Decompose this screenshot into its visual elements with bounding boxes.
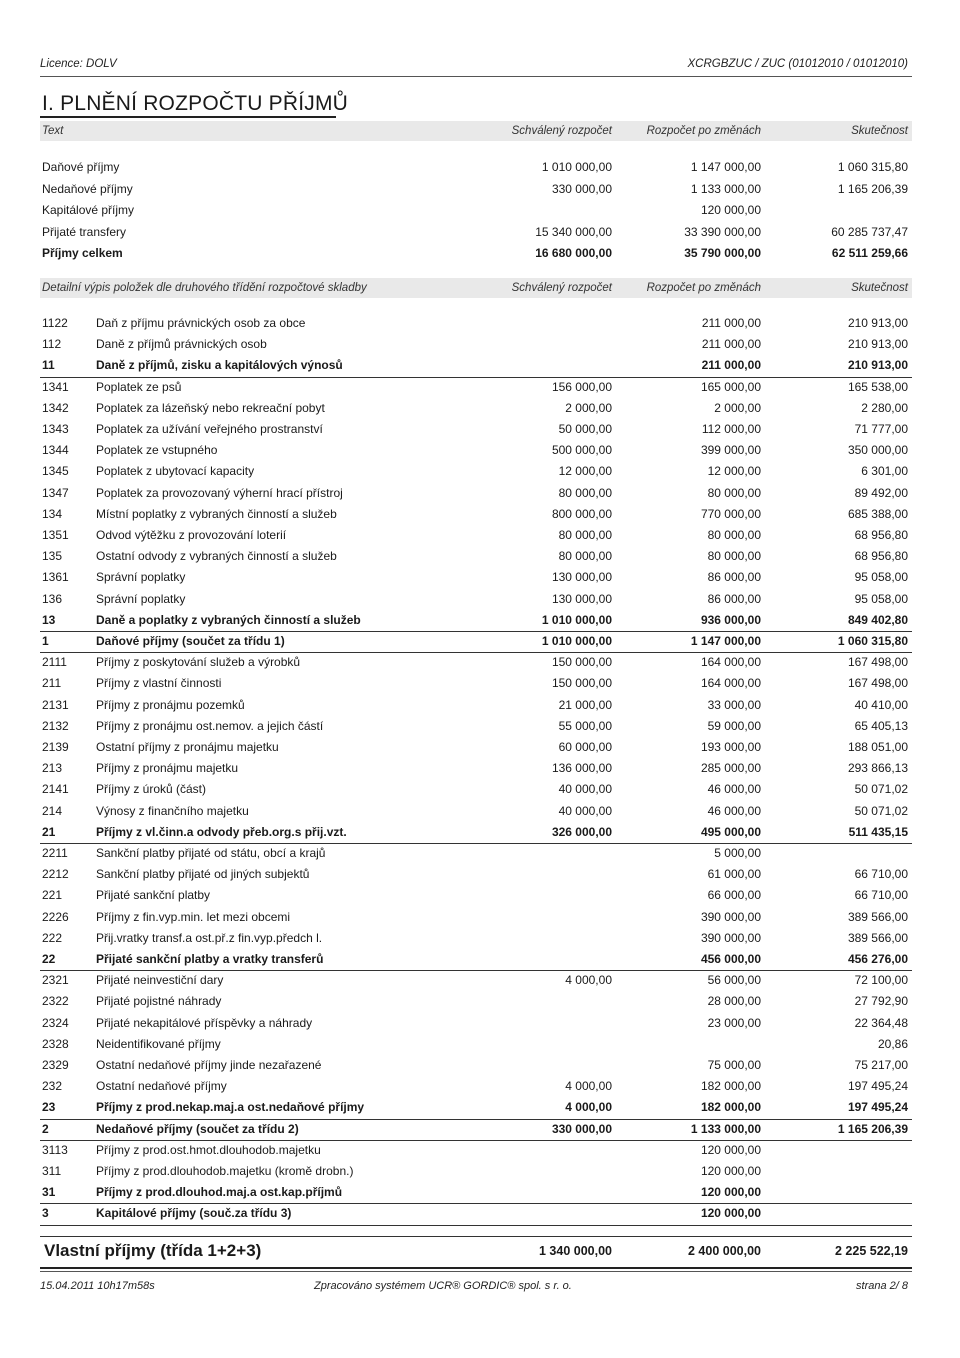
row-code: 1347 [42,485,69,500]
grand-total-label: Vlastní příjmy (třída 1+2+3) [44,1241,262,1260]
subtotal-row [40,631,912,653]
summary-actual: 1 165 206,39 [837,181,908,196]
row-after-changes: 936 000,00 [700,612,761,627]
row-approved: 40 000,00 [558,803,612,818]
row-code: 214 [42,803,63,818]
row-code: 2131 [42,697,69,712]
summary-after-changes: 33 390 000,00 [684,224,761,239]
row-actual: 685 388,00 [847,506,908,521]
row-after-changes: 80 000,00 [707,549,761,564]
row-actual: 210 913,00 [847,316,908,330]
row-after-changes: 390 000,00 [700,930,761,945]
row-actual: 66 710,00 [854,867,908,882]
row-actual: 50 071,02 [854,782,908,797]
subtotal-row [40,1182,912,1204]
row-name: Ostatní příjmy z pronájmu majetku [96,740,279,754]
row-code: 112 [42,337,62,352]
summary-label: Kapitálové příjmy [42,203,135,217]
table-row [40,1013,912,1034]
table-row [40,483,912,504]
row-code: 22 [42,952,56,966]
table-row [40,1055,912,1076]
row-name: Poplatek za provozovaný výherní hrací přístroj [96,485,343,500]
row-code: 13 [42,612,56,627]
row-actual: 210 913,00 [847,337,908,352]
row-after-changes: 390 000,00 [700,909,761,924]
row-actual: 210 913,00 [847,358,908,373]
row-after-changes: 164 000,00 [700,655,761,670]
detail-column-header [40,278,912,298]
row-actual: 350 000,00 [847,443,908,458]
col-text: Text [42,125,64,137]
title-underline [40,116,336,118]
summary-approved: 1 010 000,00 [541,160,612,174]
row-code: 232 [42,1079,63,1094]
table-row [40,313,912,334]
row-name: Sankční platby přijaté od státu, obcí a krajů [96,846,326,860]
row-approved: 130 000,00 [551,570,612,585]
row-code: 221 [42,888,63,903]
row-actual: 68 956,80 [854,528,908,542]
subtotal-row [40,610,912,632]
row-name: Správní poplatky [96,591,186,606]
row-actual: 511 435,15 [848,824,908,839]
row-name: Poplatek ze psů [96,379,182,394]
row-actual: 95 058,00 [854,570,908,585]
row-approved: 136 000,00 [551,761,612,776]
col-actual: Skutečnost [851,125,908,137]
row-code: 1343 [42,422,69,436]
row-name: Přijaté neinvestiční dary [96,973,224,988]
row-approved: 800 000,00 [551,506,612,521]
report-id: XCRGBZUC / ZUC (01012010 / 01012010) [687,58,908,70]
row-actual: 167 498,00 [847,655,908,670]
row-after-changes: 495 000,00 [700,824,761,839]
row-name: Daň z příjmu právnických osob za obce [96,316,306,330]
row-code: 2139 [42,740,69,754]
footer-timestamp: 15.04.2011 10h17m58s [40,1280,155,1292]
table-row [40,377,912,398]
row-name: Daně a poplatky z vybraných činností a služeb [96,612,361,627]
table-row [40,504,912,525]
row-actual: 66 710,00 [854,888,908,903]
row-approved: 1 010 000,00 [541,634,612,648]
row-after-changes: 46 000,00 [707,803,761,818]
row-after-changes: 80 000,00 [707,528,761,542]
summary-row [40,223,912,243]
row-after-changes: 86 000,00 [707,570,761,585]
table-row [40,567,912,588]
row-actual: 72 100,00 [854,973,908,988]
row-code: 11 [42,358,55,373]
row-name: Příjmy z prod.ost.hmot.dlouhodob.majetku [96,1142,321,1157]
grand-total-after-changes: 2 400 000,00 [688,1244,761,1258]
row-name: Daně z příjmů právnických osob [96,337,267,352]
row-code: 23 [42,1100,56,1115]
row-code: 2212 [42,867,69,882]
row-actual: 1 165 206,39 [837,1121,908,1136]
row-name: Ostatní nedaňové příjmy [96,1079,227,1094]
grand-total-approved: 1 340 000,00 [539,1244,612,1258]
header-rule [40,76,912,77]
table-row [40,673,912,694]
row-name: Nedaňové příjmy (součet za třídu 2) [96,1121,299,1136]
row-actual: 389 566,00 [847,909,908,924]
row-approved: 12 000,00 [558,464,612,479]
row-code: 1 [42,634,49,648]
row-name: Příjmy z prod.nekap.maj.a ost.nedaňové příjmy [96,1100,365,1115]
row-name: Přij.vratky transf.a ost.př.z fin.vyp.předch l. [96,930,323,945]
table-row [40,928,912,949]
table-row [40,419,912,440]
table-row [40,970,912,991]
table-row [40,334,912,355]
row-approved: 80 000,00 [558,549,612,564]
table-row [40,737,912,758]
table-row [40,398,912,419]
row-name: Daňové příjmy (součet za třídu 1) [96,634,285,648]
row-code: 1361 [42,570,69,585]
row-name: Příjmy z fin.vyp.min. let mezi obcemi [96,909,291,924]
row-actual: 293 866,13 [847,761,908,776]
row-name: Odvod výtěžku z provozování loterií [96,528,287,542]
table-row [40,525,912,546]
row-actual: 20,86 [877,1036,908,1051]
row-after-changes: 2 000,00 [714,400,761,415]
footer-rule [40,1271,912,1272]
row-name: Ostatní nedaňové příjmy jinde nezařazené [96,1058,322,1072]
table-row [40,546,912,567]
row-code: 2226 [42,909,69,924]
row-after-changes: 80 000,00 [707,485,761,500]
row-after-changes: 211 000,00 [701,358,761,373]
row-code: 1351 [42,528,69,542]
row-code: 1341 [42,379,69,394]
row-actual: 40 410,00 [854,697,908,712]
row-actual: 197 495,24 [847,1100,908,1115]
summary-after-changes: 1 147 000,00 [690,160,761,174]
row-approved: 50 000,00 [558,422,612,436]
row-actual: 167 498,00 [847,676,908,691]
col-approved: Schválený rozpočet [511,125,612,137]
row-after-changes: 120 000,00 [700,1185,761,1200]
col-detail-approved: Schválený rozpočet [511,282,612,294]
table-row [40,864,912,885]
row-code: 1344 [42,443,69,458]
row-name: Správní poplatky [96,570,186,585]
row-name: Příjmy z prod.dlouhod.maj.a ost.kap.příjmů [96,1185,343,1200]
row-after-changes: 46 000,00 [707,782,761,797]
summary-after-changes: 120 000,00 [700,203,761,217]
summary-column-header [40,121,912,141]
row-code: 2141 [42,782,69,797]
row-name: Poplatek za lázeňský nebo rekreační pobyt [96,400,325,415]
summary-row [40,158,912,178]
subtotal-row [40,949,912,971]
row-after-changes: 770 000,00 [700,506,761,521]
row-approved: 60 000,00 [558,740,612,754]
row-name: Přijaté pojistné náhrady [96,994,222,1009]
row-code: 21 [42,824,56,839]
table-row [40,1034,912,1055]
licence-label: Licence: DOLV [40,58,117,70]
row-code: 136 [42,591,63,606]
row-actual: 389 566,00 [847,930,908,945]
row-name: Příjmy z pronájmu pozemků [96,697,245,712]
table-row [40,1076,912,1097]
row-code: 1342 [42,400,69,415]
row-approved: 1 010 000,00 [541,612,612,627]
col-detail-text: Detailní výpis položek dle druhového třídění rozpočtové skladby [42,282,367,294]
row-after-changes: 12 000,00 [707,464,761,479]
summary-after-changes: 1 133 000,00 [690,181,761,196]
footer-system: Zpracováno systémem UCR® GORDIC® spol. s r. o. [314,1280,572,1292]
row-code: 1345 [42,464,69,479]
row-approved: 326 000,00 [551,824,612,839]
table-row [40,758,912,779]
table-row [40,1161,912,1182]
row-name: Příjmy z prod.dlouhodob.majetku (kromě drobn.) [96,1164,354,1178]
row-name: Poplatek za užívání veřejného prostranství [96,422,323,436]
row-code: 2132 [42,718,69,733]
row-code: 2329 [42,1058,69,1072]
row-approved: 156 000,00 [551,379,612,394]
row-after-changes: 399 000,00 [700,443,761,458]
summary-approved: 16 680 000,00 [535,246,612,260]
row-after-changes: 285 000,00 [700,761,761,776]
table-row [40,589,912,610]
row-code: 222 [42,930,63,945]
row-name: Přijaté nekapitálové příspěvky a náhrady [96,1015,313,1030]
row-actual: 456 276,00 [847,952,908,966]
row-after-changes: 193 000,00 [700,740,761,754]
row-approved: 2 000,00 [565,400,612,415]
row-after-changes: 182 000,00 [700,1100,761,1115]
row-actual: 2 280,00 [861,400,908,415]
row-after-changes: 182 000,00 [700,1079,761,1094]
row-name: Příjmy z pronájmu ost.nemov. a jejich částí [96,718,324,733]
table-row [40,907,912,928]
row-code: 2322 [42,994,69,1009]
row-actual: 65 405,13 [854,718,908,733]
row-actual: 6 301,00 [861,464,908,479]
row-code: 311 [42,1164,62,1178]
row-name: Ostatní odvody z vybraných činností a služeb [96,549,337,564]
table-row [40,885,912,906]
row-after-changes: 456 000,00 [700,952,761,966]
row-name: Poplatek ze vstupného [96,443,218,458]
row-code: 2321 [42,973,69,988]
row-code: 31 [42,1185,56,1200]
row-code: 2 [42,1121,49,1136]
row-approved: 4 000,00 [565,1079,612,1094]
row-name: Daně z příjmů, zisku a kapitálových výnosů [96,358,343,373]
table-row [40,843,912,864]
row-after-changes: 75 000,00 [707,1058,761,1072]
summary-after-changes: 35 790 000,00 [684,246,761,260]
summary-actual: 60 285 737,47 [831,224,908,239]
row-after-changes: 5 000,00 [714,846,761,860]
row-approved: 4 000,00 [565,973,612,988]
row-name: Kapitálové příjmy (souč.za třídu 3) [96,1206,292,1221]
page-title: I. PLNĚNÍ ROZPOČTU PŘÍJMŮ [42,92,349,115]
row-actual: 68 956,80 [854,549,908,564]
table-row [40,779,912,800]
row-name: Přijaté sankční platby [96,888,211,903]
row-actual: 71 777,00 [854,422,908,436]
row-actual: 89 492,00 [854,485,908,500]
footer-page-number: strana 2/ 8 [856,1280,908,1292]
row-after-changes: 211 000,00 [701,316,761,330]
row-code: 2328 [42,1036,69,1051]
col-after-changes: Rozpočet po změnách [646,125,761,137]
row-approved: 80 000,00 [558,485,612,500]
summary-approved: 15 340 000,00 [535,224,612,239]
grand-total-actual: 2 225 522,19 [835,1244,908,1258]
row-name: Sankční platby přijaté od jiných subjektů [96,867,310,882]
table-row [40,801,912,822]
row-approved: 150 000,00 [551,676,612,691]
row-code: 211 [42,676,62,691]
row-name: Výnosy z finančního majetku [96,803,249,818]
row-code: 135 [42,549,63,564]
row-approved: 500 000,00 [551,443,612,458]
row-actual: 27 792,90 [854,994,908,1009]
col-detail-after-changes: Rozpočet po změnách [646,282,761,294]
row-approved: 40 000,00 [558,782,612,797]
row-approved: 55 000,00 [558,718,612,733]
row-name: Poplatek z ubytovací kapacity [96,464,255,479]
row-approved: 130 000,00 [551,591,612,606]
row-code: 3 [42,1206,49,1221]
table-row [40,991,912,1012]
row-actual: 188 051,00 [847,740,908,754]
row-actual: 1 060 315,80 [837,634,908,648]
row-approved: 80 000,00 [558,528,612,542]
row-after-changes: 61 000,00 [707,867,761,882]
row-actual: 197 495,24 [847,1079,908,1094]
row-after-changes: 56 000,00 [707,973,761,988]
subtotal-row [40,1119,912,1141]
row-actual: 165 538,00 [847,379,908,394]
row-code: 2324 [42,1015,69,1030]
summary-row [40,244,912,264]
row-actual: 75 217,00 [854,1058,908,1072]
row-actual: 50 071,02 [854,803,908,818]
row-code: 3113 [42,1142,68,1157]
row-after-changes: 59 000,00 [707,718,761,733]
summary-actual: 1 060 315,80 [837,160,908,174]
row-code: 1122 [42,316,68,330]
summary-row [40,201,912,221]
row-after-changes: 28 000,00 [707,994,761,1009]
row-after-changes: 211 000,00 [701,337,761,352]
row-after-changes: 1 147 000,00 [690,634,761,648]
table-row [40,716,912,737]
subtotal-row [40,822,912,844]
summary-label: Nedaňové příjmy [42,181,133,196]
row-after-changes: 165 000,00 [700,379,761,394]
row-code: 2211 [42,846,68,860]
row-name: Příjmy z pronájmu majetku [96,761,239,776]
row-after-changes: 86 000,00 [707,591,761,606]
table-row [40,652,912,673]
row-approved: 4 000,00 [565,1100,612,1115]
row-after-changes: 120 000,00 [700,1164,761,1178]
row-code: 213 [42,761,63,776]
row-actual: 95 058,00 [854,591,908,606]
table-row [40,461,912,482]
row-name: Přijaté sankční platby a vratky transferů [96,952,324,966]
row-after-changes: 164 000,00 [700,676,761,691]
row-after-changes: 120 000,00 [700,1142,761,1157]
grand-total-row [40,1236,912,1269]
summary-label: Přijaté transfery [42,224,127,239]
summary-row [40,180,912,200]
row-approved: 330 000,00 [551,1121,612,1136]
row-code: 134 [42,506,63,521]
subtotal-row [40,355,912,377]
summary-label: Příjmy celkem [42,246,123,260]
summary-label: Daňové příjmy [42,160,120,174]
row-after-changes: 1 133 000,00 [690,1121,761,1136]
row-name: Příjmy z poskytování služeb a výrobků [96,655,301,670]
summary-approved: 330 000,00 [551,181,612,196]
row-name: Příjmy z vlastní činnosti [96,676,222,691]
summary-actual: 62 511 259,66 [831,246,908,260]
subtotal-row [40,1097,912,1119]
table-row [40,695,912,716]
row-name: Neidentifikované příjmy [96,1036,221,1051]
row-name: Místní poplatky z vybraných činností a služeb [96,506,337,521]
row-after-changes: 66 000,00 [707,888,761,903]
row-after-changes: 23 000,00 [707,1015,761,1030]
table-row [40,1140,912,1161]
subtotal-row [40,1203,912,1225]
row-after-changes: 33 000,00 [707,697,761,712]
row-after-changes: 120 000,00 [700,1206,761,1221]
row-actual: 849 402,80 [847,612,908,627]
row-code: 2111 [42,655,67,670]
row-approved: 150 000,00 [551,655,612,670]
row-approved: 21 000,00 [558,697,612,712]
row-name: Příjmy z vl.činn.a odvody přeb.org.s přij.vzt. [96,824,347,839]
row-after-changes: 112 000,00 [701,422,761,436]
table-row [40,440,912,461]
col-detail-actual: Skutečnost [851,282,908,294]
row-actual: 22 364,48 [854,1015,908,1030]
row-name: Příjmy z úroků (část) [96,782,207,797]
